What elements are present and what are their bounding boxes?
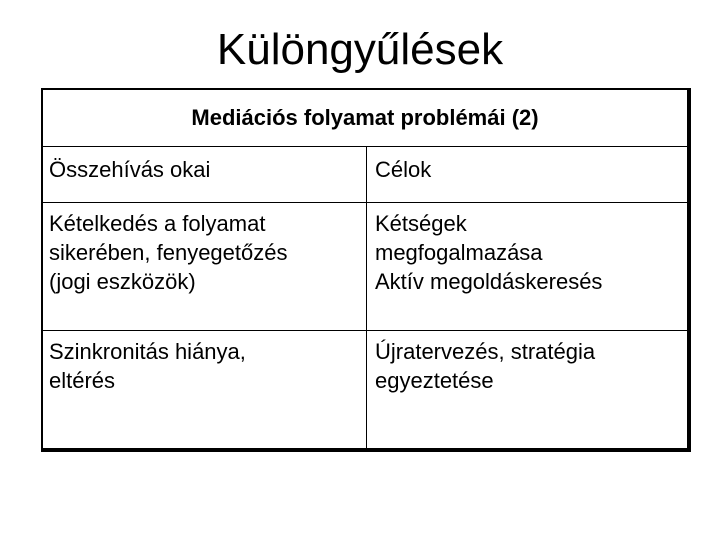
- cell-line: Aktív megoldáskeresés: [375, 269, 603, 294]
- table-cell-reason: [43, 203, 367, 330]
- table-header-row: [43, 147, 687, 203]
- table-cell-goal: [367, 203, 687, 330]
- cell-line: (jogi eszközök): [49, 269, 196, 294]
- cell-line: Kétségek: [375, 211, 467, 236]
- page-title: Különgyűlések: [216, 25, 504, 74]
- cell-line: egyeztetése: [375, 368, 494, 393]
- cell-line: megfogalmazása: [375, 240, 543, 265]
- cell-line: Újratervezés, stratégia: [375, 339, 596, 364]
- mediation-problems-table: [41, 88, 691, 452]
- cell-line: eltérés: [49, 368, 116, 393]
- header-cell-goals: Célok: [375, 157, 432, 182]
- cell-line: Szinkronitás hiánya,: [49, 339, 246, 364]
- table-row: [43, 203, 687, 331]
- header-cell-reasons: Összehívás okai: [43, 147, 367, 202]
- cell-line: sikerében, fenyegetőzés: [49, 240, 288, 265]
- cell-line: Kételkedés a folyamat: [49, 211, 266, 236]
- table-row: [43, 331, 687, 451]
- table-cell-goal: [367, 331, 687, 451]
- table-cell-reason: [43, 331, 367, 451]
- table-caption: Mediációs folyamat problémái (2): [43, 90, 687, 147]
